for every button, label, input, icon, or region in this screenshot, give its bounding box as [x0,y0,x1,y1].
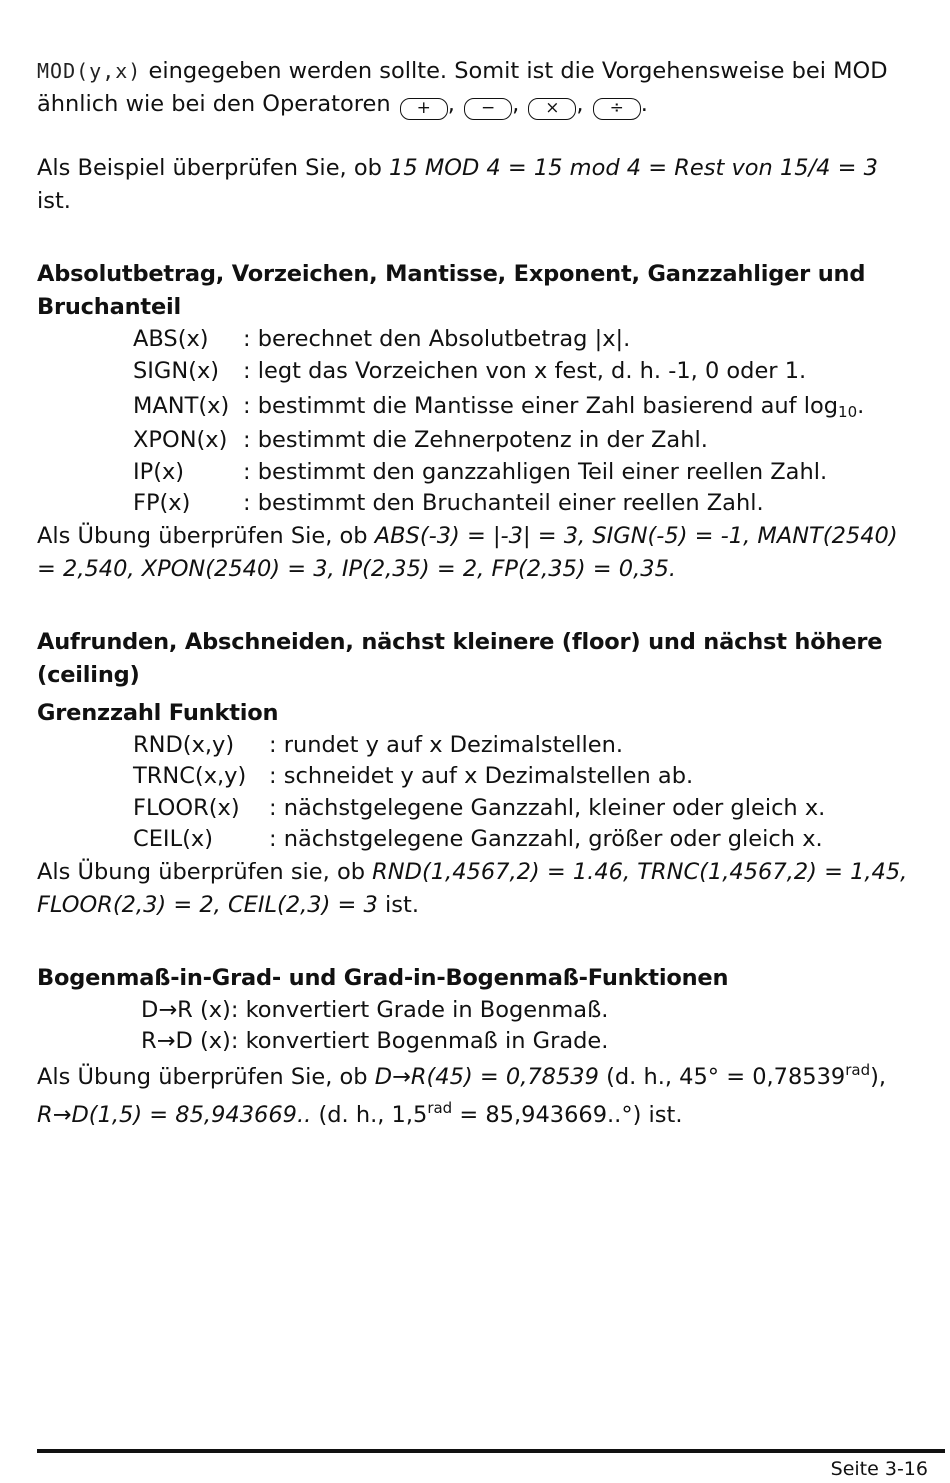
function-row-d-to-r: D→R (x): konvertiert Grade in Bogenmaß. [141,996,609,1023]
function-row-ceil: CEIL(x) : nächstgelegene Ganzzahl, größer oder gleich x. [133,826,823,852]
function-row-abs: ABS(x) : berechnet den Absolutbetrag |x|. [133,326,631,352]
function-row-mant: MANT(x) : bestimmt die Mantisse einer Zahl basierend auf $\log_{10}$. [133,393,865,421]
section1-exercise: Als Übung überprüfen Sie, ob ABS(-3) = |-3| = 3, SIGN(-5) = -1, MANT(2540) [37,522,898,549]
function-row-fp: FP(x) : bestimmt den Bruchanteil einer reellen Zahl. [133,490,764,516]
function-row-rnd: RND(x,y) : rundet y auf x Dezimalstellen. [133,731,623,758]
example-paragraph: Als Beispiel überprüfen Sie, ob 15 MOD 4 = 15 mod 4 = Rest von 15/4 = 3 [37,155,878,181]
section2-exercise: Als Übung überprüfen sie, ob RND(1,4567,2) = 1.46, TRNC(1,4567,2) = 1,45, [37,858,908,885]
page-number: Seite 3-16 [830,1458,928,1480]
minus-key-icon: − [464,98,512,120]
mod-code: MOD(y,x) [37,59,142,83]
document-page [37,55,937,1134]
multiply-key-icon: × [528,98,576,120]
section3-function-list [37,995,937,1058]
function-row-sign: SIGN(x) : legt das Vorzeichen von x fest, d. h. -1, 0 oder 1. [133,357,807,384]
section3-heading: Bogenmaß-in-Grad- und Grad-in-Bogenmaß-Funktionen [37,964,729,991]
section2-heading-cont: Grenzzahl Funktion [37,699,279,726]
function-row-xpon: XPON(x) : bestimmt die Zehnerpotenz in der Zahl. [133,427,708,453]
function-row-trnc: TRNC(x,y) : schneidet y auf x Dezimalstellen ab. [133,763,694,789]
plus-key-icon: + [400,98,448,120]
section3-exercise: Als Übung überprüfen Sie, ob D→R(45) = 0,78539 (d. h., $45^\circ = 0,78539^{rad}$), [37,1060,887,1090]
intro-line-1: MOD(y,x) eingegeben werden sollte. Somit ist die Vorgehensweise bei MOD [37,58,888,84]
divide-key-icon: ÷ [593,98,641,120]
example-paragraph-end: ist. [37,188,71,214]
function-row-r-to-d: R→D (x): konvertiert Bogenmaß in Grade. [141,1028,609,1054]
section2-heading: Aufrunden, Abschneiden, nächst kleinere (floor) und nächst höhere (ceiling) [37,628,883,688]
section2-exercise-cont: FLOOR(2,3) = 2, CEIL(2,3) = 3 ist. [37,891,419,918]
function-row-ip: IP(x) : bestimmt den ganzzahligen Teil einer reellen Zahl. [133,458,828,485]
section1-exercise-cont: = 2,540, XPON(2540) = 3, IP(2,35) = 2, FP(2,35) = 0,35. [37,555,677,582]
footer-rule [37,1449,945,1453]
example-formula: 15 MOD 4 = 15 mod 4 = Rest von 15/4 = 3 [389,155,878,181]
section1-function-list [37,324,937,520]
function-row-floor: FLOOR(x) : nächstgelegene Ganzzahl, kleiner oder gleich x. [133,794,826,821]
section1-heading: Absolutbetrag, Vorzeichen, Mantisse, Exponent, Ganzzahliger und Bruchanteil [37,261,866,320]
intro-line-2: ähnlich wie bei den Operatoren + , − , × , ÷ . [37,91,648,118]
section3-exercise-cont: R→D(1,5) = 85,943669.. (d. h., $1,5^{rad} = 85,943669..^\circ$) ist. [37,1098,683,1128]
section2-function-list [37,730,937,856]
